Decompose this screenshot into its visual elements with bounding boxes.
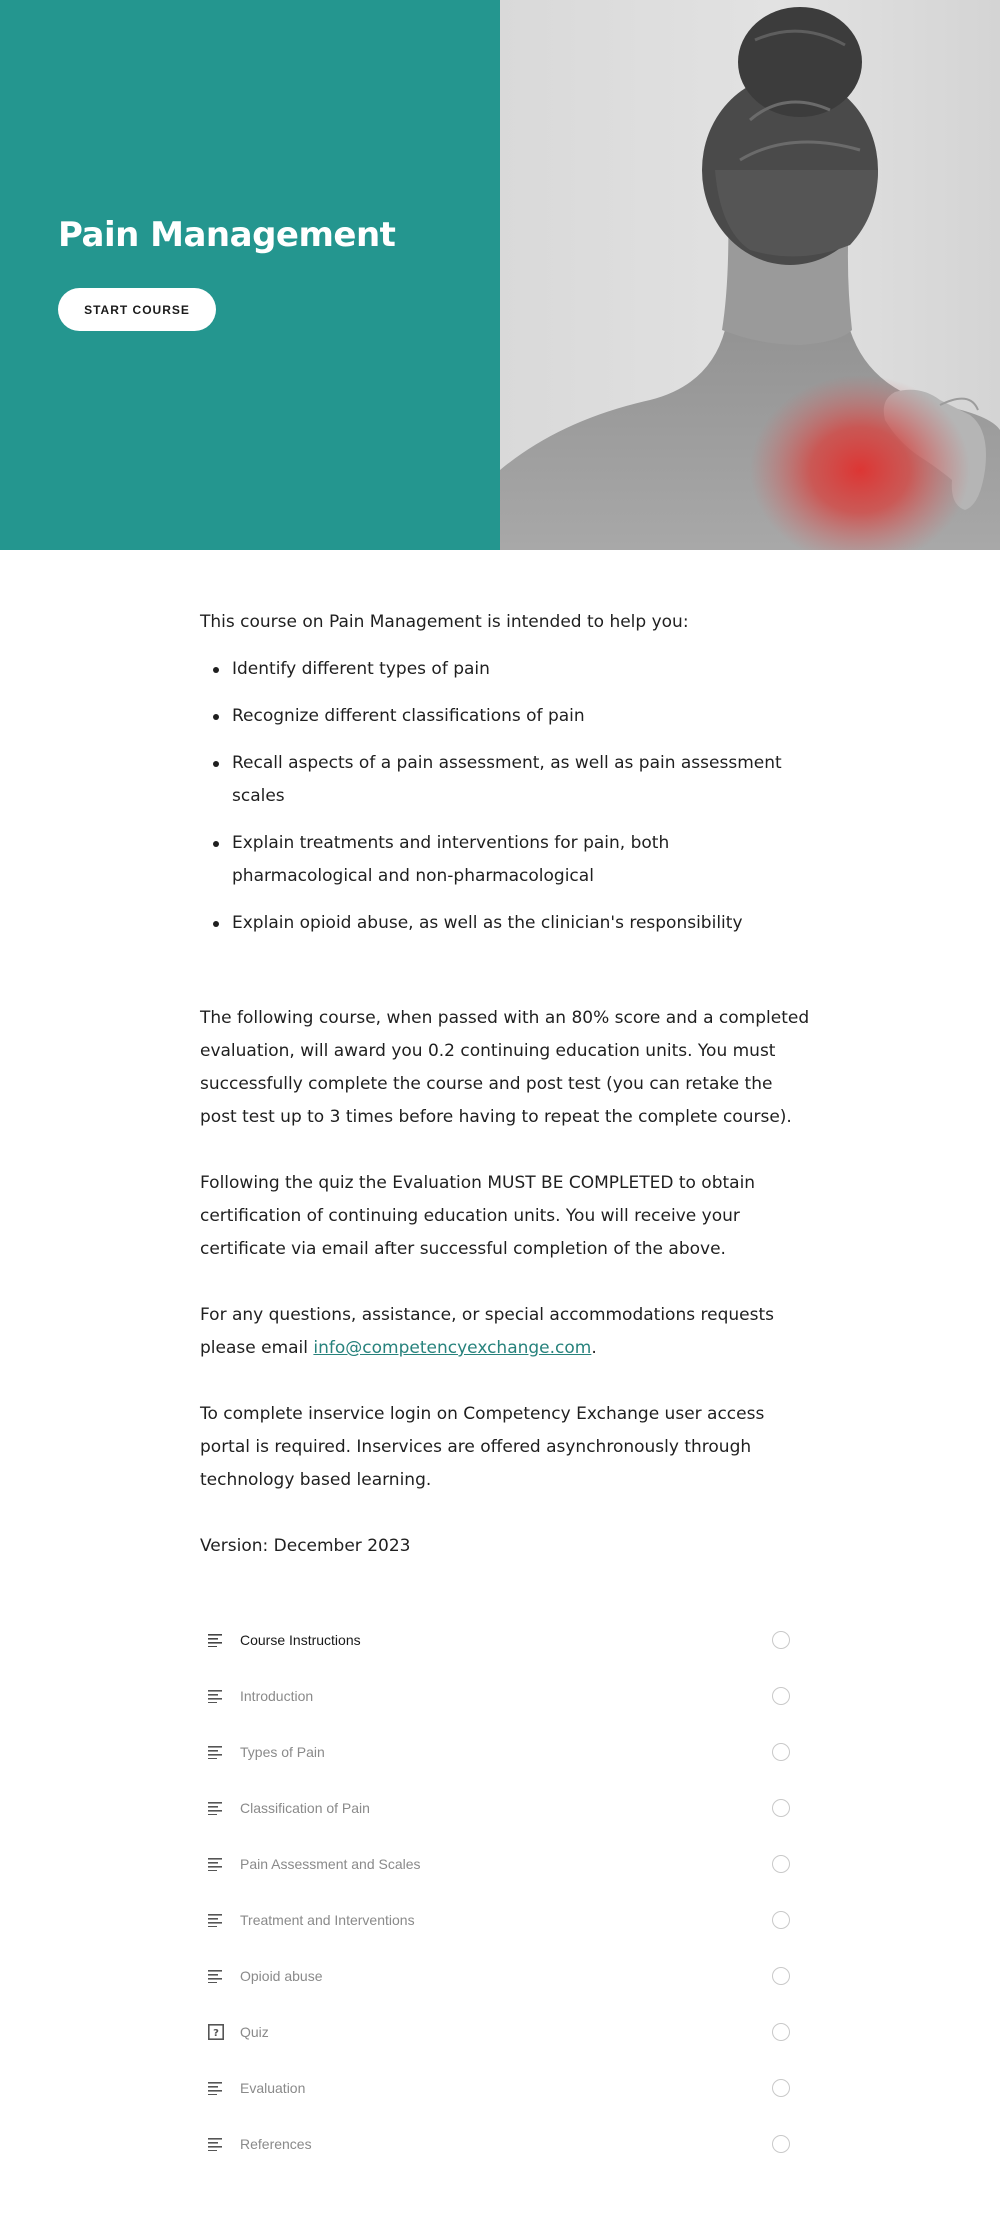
learning-objectives <box>200 653 810 940</box>
woman-shoulder-pain-illustration <box>500 0 1000 550</box>
objective-item: Identify different types of pain <box>232 653 810 686</box>
login-info-text: To complete inservice login on Competency Exchange user access portal is required. Inservices are offered asynchronously through technology based learning. <box>200 1404 765 1490</box>
lesson-label: Quiz <box>240 2024 269 2040</box>
lesson-item-quiz[interactable] <box>200 2004 790 2060</box>
text-lines-icon <box>208 1689 224 1703</box>
lesson-status-circle <box>772 1799 790 1817</box>
text-lines-icon <box>208 2081 224 2095</box>
text-lines-icon <box>208 2137 224 2151</box>
course-hero <box>0 0 1000 550</box>
contact-suffix: . <box>591 1338 597 1358</box>
course-description <box>200 606 810 1563</box>
lesson-item-pain-assessment[interactable] <box>200 1836 790 1892</box>
lesson-label: Evaluation <box>240 2080 306 2096</box>
support-email-link[interactable]: info@competencyexchange.com <box>313 1338 592 1358</box>
start-course-button[interactable]: START COURSE <box>58 288 216 331</box>
objective-item: Explain treatments and interventions for pain, both pharmacological and non-pharmacological <box>232 827 810 893</box>
lesson-label: Pain Assessment and Scales <box>240 1856 421 1872</box>
lesson-label: References <box>240 2136 312 2152</box>
lesson-status-circle <box>772 2135 790 2153</box>
lesson-item-references[interactable] <box>200 2116 790 2172</box>
evaluation-info-text: Following the quiz the Evaluation MUST BE COMPLETED to obtain certification of continuing education units. You will receive your certificate via email after successful completion of the above. <box>200 1173 756 1259</box>
lesson-item-opioid-abuse[interactable] <box>200 1948 790 2004</box>
lesson-item-evaluation[interactable] <box>200 2060 790 2116</box>
lesson-item-types-of-pain[interactable] <box>200 1724 790 1780</box>
lesson-status-circle <box>772 2023 790 2041</box>
hero-banner <box>0 0 500 550</box>
hero-image <box>500 0 1000 550</box>
contact-info-text <box>200 1299 810 1365</box>
text-lines-icon <box>208 1745 224 1759</box>
lesson-label: Treatment and Interventions <box>240 1912 415 1928</box>
lesson-item-course-instructions[interactable] <box>200 1612 790 1668</box>
lesson-label: Course Instructions <box>240 1632 361 1648</box>
objective-item: Recognize different classifications of pain <box>232 700 810 733</box>
objective-item: Recall aspects of a pain assessment, as well as pain assessment scales <box>232 747 810 813</box>
text-lines-icon <box>208 1857 224 1871</box>
lesson-label: Types of Pain <box>240 1744 325 1760</box>
contact-prefix: For any questions, assistance, or special accommodations requests please email <box>200 1305 774 1358</box>
lesson-item-classification-of-pain[interactable] <box>200 1780 790 1836</box>
text-lines-icon <box>208 1633 224 1647</box>
lesson-status-circle <box>772 1967 790 1985</box>
version-text: Version: December 2023 <box>200 1536 411 1556</box>
lesson-status-circle <box>772 1855 790 1873</box>
objective-item: Explain opioid abuse, as well as the clinician's responsibility <box>232 907 810 940</box>
text-lines-icon <box>208 1913 224 1927</box>
quiz-question-icon <box>208 2024 224 2040</box>
lesson-label: Classification of Pain <box>240 1800 370 1816</box>
lesson-label: Introduction <box>240 1688 314 1704</box>
lesson-status-circle <box>772 1687 790 1705</box>
lesson-status-circle <box>772 1743 790 1761</box>
text-lines-icon <box>208 1801 224 1815</box>
lesson-label: Opioid abuse <box>240 1968 323 1984</box>
lesson-item-introduction[interactable] <box>200 1668 790 1724</box>
lesson-item-treatment[interactable] <box>200 1892 790 1948</box>
lesson-status-circle <box>772 2079 790 2097</box>
lesson-status-circle <box>772 1631 790 1649</box>
course-title: Pain Management <box>58 215 396 255</box>
lesson-list <box>200 1612 790 2172</box>
ceu-info-text: The following course, when passed with an 80% score and a completed evaluation, will award you 0.2 continuing education units. You must successfully complete the course and post test (you can retake the post test up to 3 times before having to repeat the complete course). <box>200 1008 810 1127</box>
text-lines-icon <box>208 1969 224 1983</box>
lesson-status-circle <box>772 1911 790 1929</box>
svg-text:?: ? <box>213 2028 219 2039</box>
intro-text: This course on Pain Management is intended to help you: <box>200 612 689 632</box>
